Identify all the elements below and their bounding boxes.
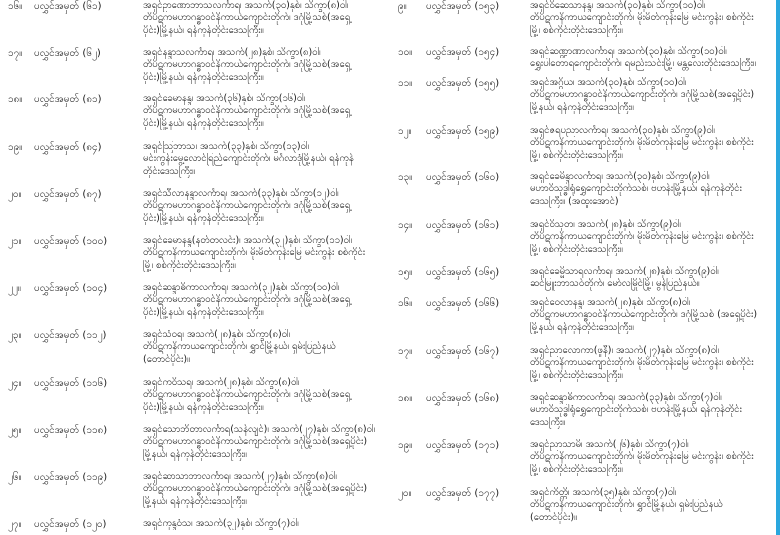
description-line: ပိုင်း)မြို့နယ်၊ ရန်ကုန်တိုင်းဒေသကြီး။ — [143, 306, 264, 318]
item-description — [530, 125, 770, 162]
item-number: ၂၇။ — [8, 519, 22, 530]
item-number: ၉။ — [398, 1, 407, 12]
item-number: ၁၅။ — [398, 267, 413, 278]
seat-number-label: ပလွှင်အမှတ် (၁၅၉) — [426, 126, 500, 137]
item-number: ၁၆။ — [8, 1, 23, 12]
description-line: အရှင်ဝိသုတ၊ အသက်(၂၈)နှစ်၊ သိက္ခာ(၉)ဝါ၊ — [530, 219, 681, 230]
item-description — [143, 471, 384, 508]
description-line: တိပိဋကမဟာဂန္ဓာဝင်နိကာယ်ကျောင်းတိုက်၊ ဒဂုံမြို့သစ်(အရှေ့ပိုင်း) — [143, 436, 368, 448]
description-line: အရှင်ဥာဏောဘာသလင်္ကာရ၊ အသက်(၃၀)နှစ်၊ သိက္ခာ(၈)ဝါ၊ — [143, 0, 349, 11]
description-line: အရှင်နန္ဒာသလင်္ကာရ၊ အသက်(၂၈)နှစ်၊ သိက္ခာ(၈)ဝါ၊ — [143, 47, 321, 58]
description-line: အရှင်ဆဏ္ဍာဏာလင်္ကာရ၊ အသက်(၃၀)နှစ်၊ သိက္ခာ(၁၀)ဝါ၊ — [530, 46, 727, 57]
description-line: တိပိဋကနိကာယကျောင်းတိုက်၊ မိုးမိတ်ကုန်းမြေ မင်းကွန်း၊ စစ်ကိုင်း — [530, 231, 754, 243]
item-description — [530, 487, 770, 524]
seat-number-label: ပလွှင်အမှတ် (၁၆၆) — [426, 298, 500, 309]
description-line: တိပိဋကမဟာဂန္ဓာဝင်နိကာယ်ကျောင်းတိုက်၊ ဒဂုံမြို့သစ်(အရှေ့ပိုင်း) — [530, 89, 755, 101]
item-number: ၁၀။ — [398, 47, 413, 58]
description-line: တိပိဋကမဟာဂန္ဓာဝင်နိကာယ်ကျောင်းတိုက်၊ ဒဂုံမြို့သစ်(အရှေ့ — [143, 12, 351, 24]
item-description — [143, 47, 384, 84]
description-line: တိပိဋကမဟာဂန္ဓာဝင်နိကာယ်ကျောင်းတိုက်၊ ဒဂုံမြို့သစ်(အရှေ့ — [143, 200, 351, 212]
description-line: တိပိဋကမဟာဂန္ဓာဝင်နိကာယ်ကျောင်းတိုက်၊ ဒဂုံမြို့သစ်(အရှေ့ — [143, 389, 351, 401]
description-line: တိပိဋကနိကာယကျောင်းတိုက်၊ မိုးမိတ်ကုန်းမြေ မင်းကွန်း၊ စစ်ကိုင်း — [530, 357, 754, 369]
description-line: မြို့၊ စစ်ကိုင်းတိုင်းဒေသကြီး။ — [530, 369, 623, 381]
description-line: အရှင်သံဝရ၊ အသက်(၂၈)နှစ်၊ သိက္ခာ(၈)ဝါ၊ — [143, 329, 291, 340]
item-description — [530, 392, 770, 429]
description-line: တိပိဋကနိကာယကျောင်းတိုက်၊ မိုးမိတ်ကုန်းမြေ မင်းကွန်း၊ စစ်ကိုင်း — [530, 137, 754, 149]
description-line: တိပိဋကနိကာယကျောင်းတိုက်၊ ရွှာင်မြို့နယ်၊ ရှမ်းပြည်နယ် — [530, 499, 723, 511]
description-line: ဒေသကြီး။ — [530, 416, 566, 428]
description-line: တိပိဋကနိကာယကျောင်းတိုက်၊ မိုးမိတ်ကုန်းမြေ မင်းကွန်း စစ်ကိုင်း — [143, 247, 366, 259]
description-line: မဟာဝိသုဒ္ဓါရုံရွှေကျောင်းတိုက်သစ်၊ ဗဟန်းမြို့နယ်၊ ရန်ကုန်တိုင်း — [530, 183, 742, 195]
item-number: ၂၁။ — [8, 236, 22, 247]
description-line: မြို့နယ်၊ ရန်ကုန်တိုင်းဒေသကြီး။ — [530, 321, 634, 333]
description-line: တိုင်းဒေသကြီး။ — [143, 165, 196, 177]
seat-number-label: ပလွှင်အမှတ် (၁၂၀) — [34, 519, 107, 530]
seat-number-label: ပလွှင်အမှတ် (၁၆၅) — [426, 267, 500, 278]
description-line: အရှင်ကုန္ဒဝံသ၊ အသက်(၃၂)နှစ်၊ သိက္ခာ(၇)ဝါ၊ — [143, 518, 299, 529]
seat-number-label: ပလွှင်အမှတ် (၈၇) — [34, 189, 102, 200]
description-line: ရွှေးပါတောရကျောင်းတိုက်၊ ရမည်းသင်းမြို့၊ မန္တလေးတိုင်းဒေသကြီး။ — [530, 58, 756, 70]
description-line: တိပိဋကမဟာဂန္ဓာဝင်နိကာယ်ကျောင်းတိုက်၊ ဒဂုံမြို့သစ်(အရှေ့ — [143, 294, 351, 306]
description-line: အရှင်ဇရပညာလင်္ကာရ၊ အသက်(၃၀)နှစ်၊ သိက္ခာ(၉)ဝါ၊ — [530, 125, 715, 136]
description-line: အရှင်ခေမ္မိသာရလင်္ကာရ၊ အသက်(၂၈)နှစ်၊ သိက္ခာ(၉)ဝါ၊ — [530, 266, 719, 277]
seat-number-label: ပလွှင်အမှတ် (၁၆၈) — [426, 393, 500, 404]
description-line: တိပိဋကနိကာယကျောင်းတိုက်၊ ရွှာင်မြို့နယ်၊ ရှမ်းပြည်နယ် — [143, 341, 336, 353]
seat-number-label: ပလွှင်အမှတ် (၆၁) — [34, 1, 102, 12]
item-description — [530, 46, 770, 71]
description-line: တိပိဋကမဟာဂန္ဓာဝင်နိကာယ်ကျောင်းတိုက်၊ ဒဂုံမြို့သစ်(အရှေ့ — [143, 105, 351, 117]
description-line: အရှင်ကဝိသရ၊ အသက်(၂၈)နှစ်၊ သိက္ခာ(၈)ဝါ၊ — [143, 377, 300, 388]
item-description — [530, 77, 770, 114]
description-line: အရှင်ခေမိန္ဒာလင်္ကာရ၊ အသက်(၃၀)နှစ်၊ သိက္ခာ(၉)ဝါ၊ — [530, 171, 710, 182]
description-line: အရှင်ဩဘာသ၊ အသက်(၃၃)နှစ်၊ သိက္ခာ(၁၃)ဝါ၊ — [143, 141, 310, 152]
seat-number-label: ပလွှင်အမှတ် (၁၆၇) — [426, 346, 500, 357]
item-number: ၁၃။ — [398, 172, 413, 183]
item-number: ၂၅။ — [8, 425, 22, 436]
seat-number-label: ပလွှင်အမှတ် (၁၅၅) — [426, 78, 500, 89]
description-line: ပိုင်း)မြို့နယ်၊ ရန်ကုန်တိုင်းဒေသကြီး။ — [143, 117, 264, 129]
item-number: ၂၀။ — [398, 488, 412, 499]
item-description — [530, 266, 770, 291]
item-number: ၁၈။ — [8, 94, 23, 105]
item-description — [530, 439, 770, 476]
item-number: ၂၄။ — [8, 378, 22, 389]
seat-number-label: ပလွှင်အမှတ် (၁၇၇) — [426, 488, 500, 499]
seat-number-label: ပလွှင်အမှတ် (၈၄) — [34, 142, 102, 153]
item-description — [143, 188, 384, 225]
item-number: ၂၀။ — [8, 189, 22, 200]
description-line: အရှင်ဝေလာနန္ဒ၊ အသက်(၂၈)နှစ်၊ သိက္ခာ(၈)ဝါ၊ — [530, 297, 691, 308]
description-line: အရှင်ညာသာမိ၊ အသက်(၂၆)နှစ်၊ သိက္ခာ(၇)ဝါ၊ — [530, 439, 689, 450]
description-line: ဆင်မြူးဘာသဝ်တိုက်၊ မော်လမြိုင်မြို့၊ မွန်ပြည်နယ်။ — [530, 278, 700, 290]
seat-number-label: ပလွှင်အမှတ် (၈၁) — [34, 94, 102, 105]
seat-number-label: ပလွှင်အမှတ် (၁၇၁) — [426, 440, 500, 451]
description-line: မြို့၊ စစ်ကိုင်းတိုင်းဒေသကြီး။ — [530, 463, 623, 475]
description-line: မြို့၊ စစ်ကိုင်းတိုင်းဒေသကြီး။ — [530, 243, 623, 255]
item-number: ၁၇။ — [398, 346, 413, 357]
description-line: အရှင်သောဘိတာလင်္ကာရ(သန်လျင်)၊ အသက်(၂၇)နှစ်၊ သိက္ခာ(၈)ဝါ၊ — [143, 424, 376, 435]
description-line: အရှင်ခေမာနန္ဒ၊ အသက်(၃၆)နှစ်၊ သိက္ခာ(၁၆)ဝါ၊ — [143, 93, 306, 104]
seat-number-label: ပလွှင်အမှတ် (၁၁၈) — [34, 425, 108, 436]
seat-number-label: ပလွှင်အမှတ် (၁၀၀) — [34, 236, 108, 247]
item-description — [530, 171, 770, 208]
description-line: မြို့၊ စစ်ကိုင်းတိုင်းဒေသကြီး။ — [530, 24, 623, 36]
item-description — [530, 0, 770, 37]
description-line: တိပိဋကမဟာဂန္ဓာဝင်နိကာယ်ကျောင်းတိုက်၊ ဒဂုံမြို့သစ် (အရှေ့ပိုင်း) — [530, 309, 758, 321]
description-line: အရှင်အဂ္ဂိယ၊ အသက်(၃၀)နှစ်၊ သိက္ခာ(၁၀)ဝါ၊ — [530, 77, 687, 88]
item-number: ၁၉။ — [8, 142, 23, 153]
item-number: ၁၂။ — [398, 126, 412, 137]
item-description — [143, 329, 384, 366]
description-line: အရှင်သီလာနန္ဒာလင်္ကာရ၊ အသက်(၃၃)နှစ်၊ သိက္ခာ(၁၂)ဝါ၊ — [143, 188, 339, 199]
description-line: ပိုင်း)မြို့နယ်၊ ရန်ကုန်တိုင်းဒေသကြီး။ — [143, 212, 264, 224]
description-line: မင်းကွန်းမွေ့လောင်ရြည်ကျောင်းတိုက်၊ မင်္ဂလာဒုံမြို့နယ်၊ ရန်ကုန် — [143, 153, 354, 165]
description-line: အရှင်ကိတ္တိ၊ အသက်(၃၅)နှစ်၊ သိက္ခာ(၇)ဝါ၊ — [530, 487, 677, 498]
item-description — [143, 93, 384, 130]
seat-number-label: ပလွှင်အမှတ် (၆၂) — [34, 48, 101, 59]
item-description — [143, 141, 384, 178]
description-line: (တောင်ပိုင်း)။ — [143, 353, 190, 365]
item-number: ၁၇။ — [8, 48, 23, 59]
description-line: အရှင်ညာလောကာ(ဖူနီ)၊ အသက်(၂၇)နှစ်၊ သိက္ခာ(၈)ဝါ၊ — [530, 345, 720, 356]
description-line: တိပိဋကမဟာဂန္ဓာဝင်နိကာယ်ကျောင်းတိုက်၊ ဒဂုံမြို့သစ်(အရှေ့ — [143, 59, 351, 71]
item-number: ၂၂။ — [8, 283, 21, 294]
description-line: အရှင်ဆန္ဒာဓိကာလင်္ကာရ၊ အသက်(၃၃)နှစ်၊ သိက္ခာ(၇)ဝါ၊ — [530, 392, 722, 403]
description-line: အရှင်ဝိဆေသာနန္ဒ၊ အသက်(၃၀)နှစ်၊ သိက္ခာ(၁၀)ဝါ၊ — [530, 0, 706, 11]
seat-number-label: ပလွှင်အမှတ် (၁၅၄) — [426, 47, 500, 58]
description-line: အရှင်ခေမာနန္ဒ(နတ်တလင်း)၊ အသက်(၃၂)နှစ်၊ သိက္ခာ(၁၁)ဝါ၊ — [143, 235, 353, 246]
description-line: မြို့နယ်၊ ရန်ကုန်တိုင်းဒေသကြီး။ — [530, 101, 634, 113]
item-description — [530, 297, 770, 334]
item-number: ၁၄။ — [398, 220, 413, 231]
seat-number-label: ပလွှင်အမှတ် (၁၅၃) — [426, 1, 500, 12]
description-line: ဒေသကြီး။ (အထူးအောင်) — [530, 195, 619, 207]
description-line: ပိုင်း)မြို့နယ်၊ ရန်ကုန်တိုင်းဒေသကြီး။ — [143, 71, 264, 83]
description-line: မဟာဝိသုဒ္ဓါရုံရွှေကျောင်းတိုက်သစ်၊ ဗဟန်းမြို့နယ်၊ ရန်ကုန်တိုင်း — [530, 404, 742, 416]
seat-number-label: ပလွှင်အမှတ် (၁၆၁) — [426, 220, 500, 231]
seat-number-label: ပလွှင်အမှတ် (၁၁၆) — [34, 378, 108, 389]
item-description — [143, 377, 384, 414]
seat-number-label: ပလွှင်အမှတ် (၁၁၂) — [34, 330, 107, 341]
item-description — [143, 282, 384, 319]
description-line: မြို့၊ စစ်ကိုင်းတိုင်းဒေသကြီး။ — [530, 149, 623, 161]
item-number: ၁၁။ — [398, 78, 413, 89]
description-line: ပိုင်း)မြို့နယ်၊ ရန်ကုန်တိုင်းဒေသကြီး။ — [143, 401, 264, 413]
description-line: အရှင်ဆာသာဘာလင်္ကာရ၊ အသက်(၂၇)နှစ်၊ သိက္ခာ(၈)ဝါ၊ — [143, 471, 337, 482]
seat-number-label: ပလွှင်အမှတ် (၁၀၄) — [34, 283, 108, 294]
description-line: တိပိဋကနိကာယကျောင်းတိုက်၊ မိုးမိတ်ကုန်းမြေ မင်းကွန်း၊ စစ်ကိုင်း — [530, 12, 754, 24]
item-description — [530, 219, 770, 256]
item-number: ၁၉။ — [398, 440, 413, 451]
seat-number-label: ပလွှင်အမှတ် (၁၆၀) — [426, 172, 500, 183]
item-number: ၂၆။ — [8, 472, 22, 483]
item-description — [143, 424, 384, 461]
description-line: မြို့၊ စစ်ကိုင်းတိုင်းဒေသကြီး။ — [143, 259, 236, 271]
item-description — [143, 235, 384, 272]
description-line: (တောင်ပိုင်း)။ — [530, 511, 577, 523]
seat-number-label: ပလွှင်အမှတ် (၁၁၉) — [34, 472, 108, 483]
description-line: မြို့နယ်၊ ရန်ကုန်တိုင်းဒေသကြီး။ — [143, 448, 247, 460]
description-line: ပိုင်း)မြို့နယ်၊ ရန်ကုန်တိုင်းဒေသကြီး။ — [143, 24, 264, 36]
item-description — [143, 0, 384, 37]
item-number: ၁၈။ — [398, 393, 413, 404]
description-line: တိပိဋကနိကာယကျောင်းတိုက်၊ မိုးမိတ်ကုန်းမြေ မင်းကွန်း၊ စစ်ကိုင်း — [530, 451, 754, 463]
item-number: ၁၆။ — [398, 298, 413, 309]
description-line: မြို့နယ်၊ ရန်ကုန်တိုင်းဒေသကြီး။ — [143, 495, 247, 507]
item-number: ၂၃။ — [8, 330, 22, 341]
description-line: တိပိဋကမဟာဂန္ဓာဝင်နိကာယ်ကျောင်းတိုက်၊ ဒဂုံမြို့သစ်(အရှေ့ပိုင်း) — [143, 483, 368, 495]
description-line: အရှင်ဆန္ဒာဓိကာလင်္ကာရ၊ အသက်(၃၂)နှစ်၊ သိက္ခာ(၁၀)ဝါ၊ — [143, 282, 340, 293]
item-description — [530, 345, 770, 382]
item-description — [143, 518, 384, 530]
